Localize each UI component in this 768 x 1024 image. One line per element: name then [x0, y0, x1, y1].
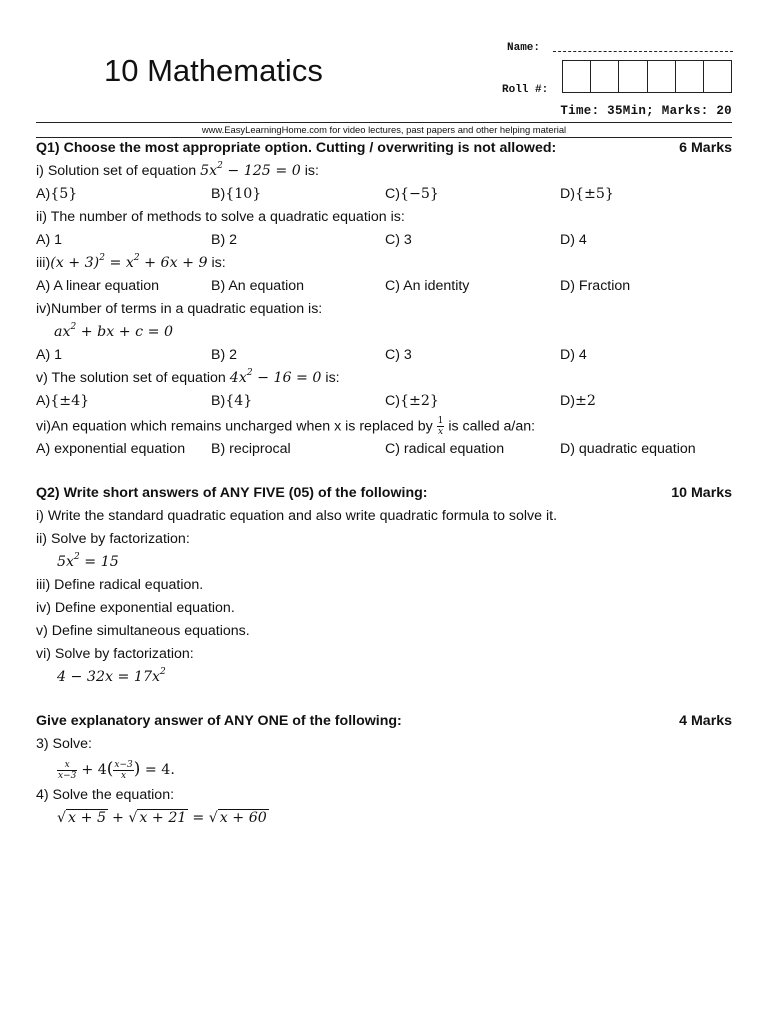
q1-iii-option-a: A) A linear equation [36, 278, 160, 294]
q3-marks: 4 Marks [679, 713, 732, 729]
page-title: 10 Mathematics [104, 53, 323, 88]
roll-box[interactable] [648, 61, 676, 92]
q2-vi-equation: $4 - 32x = 17x^2$ [57, 667, 166, 685]
q1-vi-fraction: $\frac{1}{x}$ [437, 416, 444, 437]
q3-heading: Give explanatory answer of ANY ONE of the following: [36, 713, 402, 729]
q3-3-equation: $\frac{x}{x-3}$ + 4( $\frac{x-3}{x}$ ) = 4. [58, 759, 175, 781]
q1-ii-option-a: A) 1 [36, 232, 63, 248]
q1-ii-option-d: D) 4 [560, 232, 587, 248]
q1-vi-option-a: A) exponential equation [36, 441, 186, 457]
q1-heading: Q1) Choose the most appropriate option. Cutting / overwriting is not allowed: [36, 140, 557, 156]
q3-4-equation: √ x + 5 + √ x + 21 = √ x + 60 [57, 810, 267, 826]
q1-iv-option-a: A) 1 [36, 347, 63, 363]
q1-v-option-c: C){±2} [385, 393, 439, 409]
q1-i-option-b: B){10} [211, 186, 262, 202]
q1-marks: 6 Marks [679, 140, 732, 156]
q1-v-stem: v) The solution set of equation $4x^2 - 16 = 0$ is: [36, 368, 340, 386]
q1-i-stem-text: i) Solution set of equation [36, 163, 197, 179]
name-field[interactable] [553, 44, 733, 52]
name-label: Name: [507, 42, 541, 54]
q2-item: ii) Solve by factorization: [36, 531, 190, 547]
q1-vi-option-c: C) radical equation [385, 441, 505, 457]
q1-v-option-d: D)±2 [560, 393, 596, 409]
roll-number-boxes[interactable] [562, 60, 732, 93]
q2-item: iv) Define exponential equation. [36, 600, 235, 616]
q1-iv-option-c: C) 3 [385, 347, 412, 363]
q1-iii-option-c: C) An identity [385, 278, 470, 294]
q1-i-option-a: A){5} [36, 186, 78, 202]
q3-item: 4) Solve the equation: [36, 787, 175, 803]
q2-item: iii) Define radical equation. [36, 577, 204, 593]
q1-i-tail: is: [304, 163, 319, 179]
q2-marks: 10 Marks [671, 485, 732, 501]
q1-i-option-c: C){−5} [385, 186, 439, 202]
q2-item: vi) Solve by factorization: [36, 646, 194, 662]
q1-vi-option-b: B) reciprocal [211, 441, 291, 457]
q1-v-option-a: A){±4} [36, 393, 90, 409]
q1-v-option-b: B){4} [211, 393, 253, 409]
q2-item: v) Define simultaneous equations. [36, 623, 250, 639]
q1-i-stem [36, 162, 319, 180]
q1-ii-option-b: B) 2 [211, 232, 238, 248]
q1-vi-stem: vi)An equation which remains uncharged when x is replaced by $\frac{1}{x}$ is called a/an: [36, 416, 536, 437]
q1-iv-option-d: D) 4 [560, 347, 587, 363]
website-note: www.EasyLearningHome.com for video lectures, past papers and other helping material [201, 124, 567, 135]
q1-v-equation: $4x^2 - 16 = 0$ [229, 368, 322, 386]
q1-vi-option-d: D) quadratic equation [560, 441, 696, 457]
q1-iv-option-b: B) 2 [211, 347, 238, 363]
q1-i-option-d: D){±5} [560, 186, 614, 202]
divider [36, 137, 732, 138]
q1-iv-stem: iv)Number of terms in a quadratic equation is: [36, 301, 323, 317]
q1-iii-option-b: B) An equation [211, 278, 305, 294]
q2-ii-equation: $5x^2 = 15$ [57, 552, 119, 570]
q3-item: 3) Solve: [36, 736, 92, 752]
roll-box[interactable] [676, 61, 704, 92]
q1-iv-equation: $ax^2$ + bx + c = 0 [54, 322, 174, 340]
divider [36, 122, 732, 123]
q1-ii-stem: ii) The number of methods to solve a quadratic equation is: [36, 209, 405, 225]
q1-ii-option-c: C) 3 [385, 232, 412, 248]
roll-box[interactable] [591, 61, 619, 92]
roll-label: Roll #: [502, 84, 549, 96]
q2-item: i) Write the standard quadratic equation and also write quadratic formula to solve it. [36, 508, 558, 524]
q1-iii-stem: $iii)(x + 3)^2 = x^2 + 6x + 9$ is: [36, 253, 226, 271]
q1-i-equation: $5x^2 - 125 = 0$ [200, 161, 301, 179]
time-marks: Time: 35Min; Marks: 20 [560, 104, 732, 118]
q2-heading: Q2) Write short answers of ANY FIVE (05) of the following: [36, 485, 428, 501]
q1-iii-option-d: D) Fraction [560, 278, 631, 294]
roll-box[interactable] [619, 61, 647, 92]
roll-box[interactable] [704, 61, 731, 92]
q1-iii-equation: $(x + 3)^2 = x^2 + 6x + 9$ [50, 253, 208, 271]
roll-box[interactable] [563, 61, 591, 92]
